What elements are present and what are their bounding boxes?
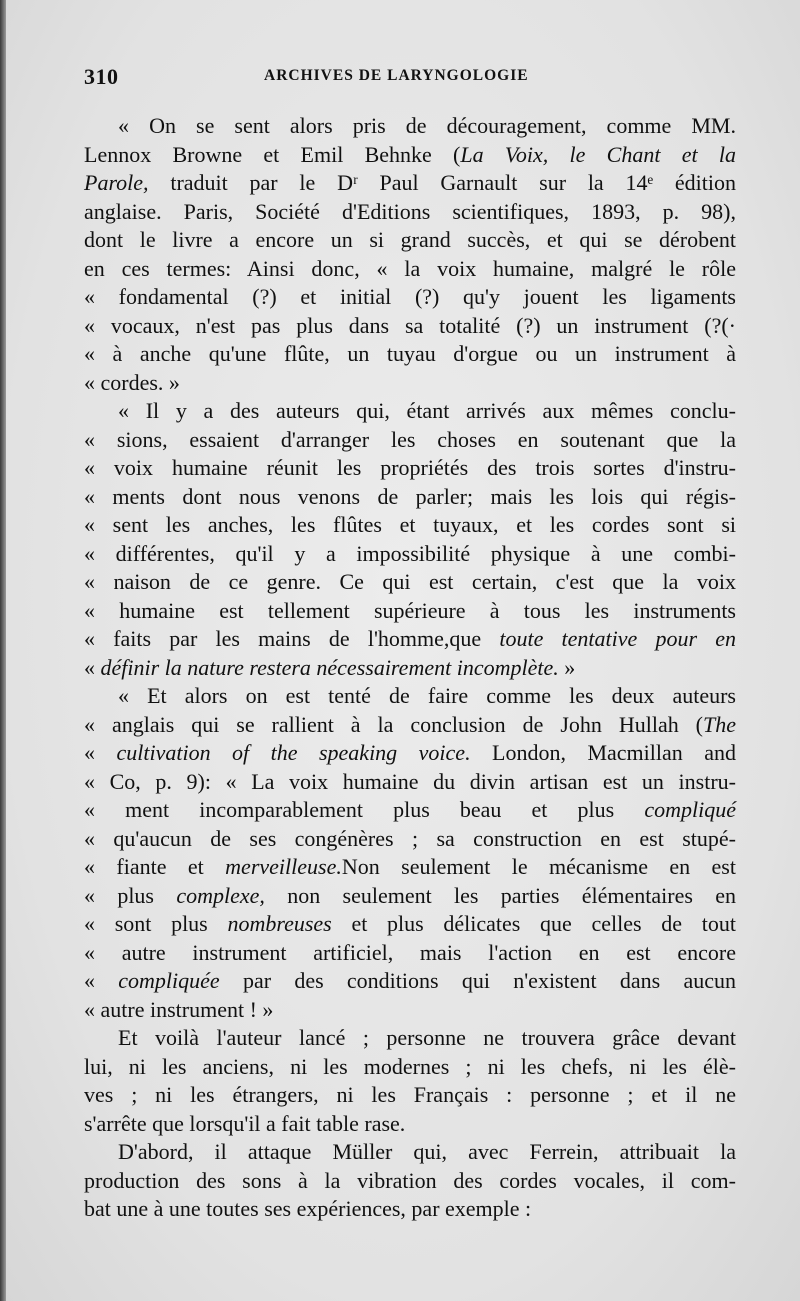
text-line bbox=[84, 682, 736, 711]
text-line bbox=[84, 340, 736, 369]
text-line bbox=[84, 939, 736, 968]
italic-run: Parole, bbox=[84, 170, 149, 195]
text-run: « humaine est tellement supérieure à tous les instruments bbox=[84, 597, 736, 623]
text-run: London, Macmillan and bbox=[470, 740, 737, 765]
page-spine-shadow bbox=[0, 0, 6, 1301]
text-run: s'arrête que lorsqu'il a fait table rase. bbox=[84, 1110, 406, 1136]
text-run: en ces termes: Ainsi donc, « la voix humaine, malgré le rôle bbox=[84, 255, 736, 281]
text-line bbox=[84, 739, 736, 768]
text-run: Non seulement le mécanisme en est bbox=[341, 854, 736, 879]
italic-run: complexe, bbox=[176, 882, 265, 908]
text-run: « vocaux, n'est pas plus dans sa totalité (?) un instrument (?(· bbox=[84, 312, 736, 338]
text-line bbox=[84, 625, 736, 654]
text-run: « différentes, qu'il y a impossibilité physique à une combi- bbox=[84, 540, 736, 566]
text-run: « bbox=[84, 654, 101, 680]
text-run: « sont plus bbox=[84, 911, 228, 936]
italic-run: The bbox=[703, 711, 736, 737]
text-line bbox=[84, 255, 736, 284]
text-line bbox=[84, 796, 736, 825]
page-header bbox=[84, 64, 734, 94]
text-run: bat une à une toutes ses expériences, par exemple : bbox=[84, 1196, 532, 1221]
italic-run: toute tentative pour en bbox=[499, 626, 736, 651]
text-line bbox=[84, 996, 736, 1025]
text-run: « anglais qui se rallient à la conclusion de John Hullah ( bbox=[84, 711, 703, 737]
text-line bbox=[84, 112, 736, 141]
text-run: anglaise. Paris, Société d'Editions scientifiques, 1893, p. 98), bbox=[84, 198, 736, 224]
text-line bbox=[84, 283, 736, 312]
text-line bbox=[84, 226, 736, 255]
text-line bbox=[84, 768, 736, 797]
text-line bbox=[84, 540, 736, 569]
text-run: « ment incomparablement plus beau et plus bbox=[84, 797, 645, 822]
text-run: non seulement les parties élémentaires en bbox=[264, 882, 736, 908]
text-run: « autre instrument ! » bbox=[84, 996, 274, 1022]
italic-run: nombreuses bbox=[227, 911, 332, 936]
text-line bbox=[84, 169, 736, 198]
text-line bbox=[84, 882, 736, 911]
text-line bbox=[84, 654, 736, 683]
body-text bbox=[84, 112, 736, 1224]
italic-run: compliqué bbox=[644, 797, 736, 822]
text-run: « plus bbox=[84, 882, 177, 908]
text-line bbox=[84, 1053, 736, 1082]
text-line bbox=[84, 483, 736, 512]
text-line bbox=[84, 511, 736, 540]
text-run: « fiante et bbox=[84, 854, 226, 879]
text-line bbox=[84, 825, 736, 854]
text-run: « autre instrument artificiel, mais l'action en est encore bbox=[84, 939, 736, 965]
text-run: « naison de ce genre. Ce qui est certain, c'est que la voix bbox=[84, 569, 736, 594]
text-line bbox=[84, 967, 736, 996]
text-line bbox=[84, 853, 736, 882]
text-run: « faits par les mains de l'homme,que bbox=[84, 626, 500, 651]
text-line bbox=[84, 597, 736, 626]
text-run: D'abord, il attaque Müller qui, avec Ferrein, attribuait la bbox=[118, 1139, 736, 1164]
italic-run: compliquée bbox=[118, 968, 220, 993]
text-line bbox=[84, 1024, 736, 1053]
text-run: Lennox Browne et Emil Behnke ( bbox=[84, 141, 461, 167]
text-line bbox=[84, 568, 736, 597]
text-line bbox=[84, 910, 736, 939]
text-run: » bbox=[558, 654, 576, 680]
text-run: « sions, essaient d'arranger les choses en soutenant que la bbox=[84, 426, 736, 452]
text-run: lui, ni les anciens, ni les modernes ; ni les chefs, ni les élè- bbox=[84, 1053, 736, 1079]
text-run: « Il y a des auteurs qui, étant arrivés aux mêmes conclu- bbox=[118, 398, 736, 423]
text-run: « On se sent alors pris de découragement, comme MM. bbox=[118, 113, 736, 138]
text-run: « Et alors on est tenté de faire comme les deux auteurs bbox=[118, 683, 736, 708]
italic-run: La Voix, le Chant et la bbox=[460, 141, 736, 167]
text-line bbox=[84, 711, 736, 740]
text-run: « Co, p. 9): « La voix humaine du divin artisan est un instru- bbox=[84, 768, 736, 794]
text-run: « bbox=[84, 968, 119, 993]
text-run: « voix humaine réunit les propriétés des trois sortes d'instru- bbox=[84, 455, 736, 480]
text-run: « qu'aucun de ses congénères ; sa construction en est stupé- bbox=[84, 825, 736, 851]
text-line bbox=[84, 369, 736, 398]
text-line bbox=[84, 454, 736, 483]
text-line bbox=[84, 426, 736, 455]
running-title: ARCHIVES DE LARYNGOLOGIE bbox=[264, 67, 529, 84]
text-run: production des sons à la vibration des cordes vocales, il com- bbox=[84, 1167, 736, 1193]
text-line bbox=[84, 1138, 736, 1167]
text-run: « fondamental (?) et initial (?) qu'y jouent les ligaments bbox=[84, 284, 736, 309]
text-line bbox=[84, 312, 736, 341]
text-line bbox=[84, 1195, 736, 1224]
text-line bbox=[84, 198, 736, 227]
text-run: et plus délicates que celles de tout bbox=[331, 911, 736, 936]
text-run: ves ; ni les étrangers, ni les Français : personne ; et il ne bbox=[84, 1082, 736, 1107]
text-line bbox=[84, 1081, 736, 1110]
text-run: « cordes. » bbox=[84, 369, 180, 395]
text-run: « à anche qu'une flûte, un tuyau d'orgue ou un instrument à bbox=[84, 341, 736, 366]
italic-run: définir la nature restera nécessairement incomplète. bbox=[100, 654, 559, 680]
text-run: « bbox=[84, 740, 117, 765]
page-number: 310 bbox=[84, 64, 119, 89]
italic-run: merveilleuse. bbox=[225, 854, 342, 879]
text-run: par des conditions qui n'existent dans aucun bbox=[219, 968, 736, 993]
text-line bbox=[84, 1167, 736, 1196]
text-line bbox=[84, 141, 736, 170]
italic-run: cultivation of the speaking voice. bbox=[116, 740, 471, 765]
text-line bbox=[84, 397, 736, 426]
text-run: « sent les anches, les flûtes et tuyaux, et les cordes sont si bbox=[84, 512, 736, 537]
text-run: Et voilà l'auteur lancé ; personne ne trouvera grâce devant bbox=[118, 1025, 736, 1050]
text-run: dont le livre a encore un si grand succès, et qui se dérobent bbox=[84, 227, 736, 252]
text-run: « ments dont nous venons de parler; mais les lois qui régis- bbox=[84, 483, 736, 509]
text-run: traduit par le Dʳ Paul Garnault sur la 14ᵉ édition bbox=[148, 170, 736, 195]
text-line bbox=[84, 1110, 736, 1139]
